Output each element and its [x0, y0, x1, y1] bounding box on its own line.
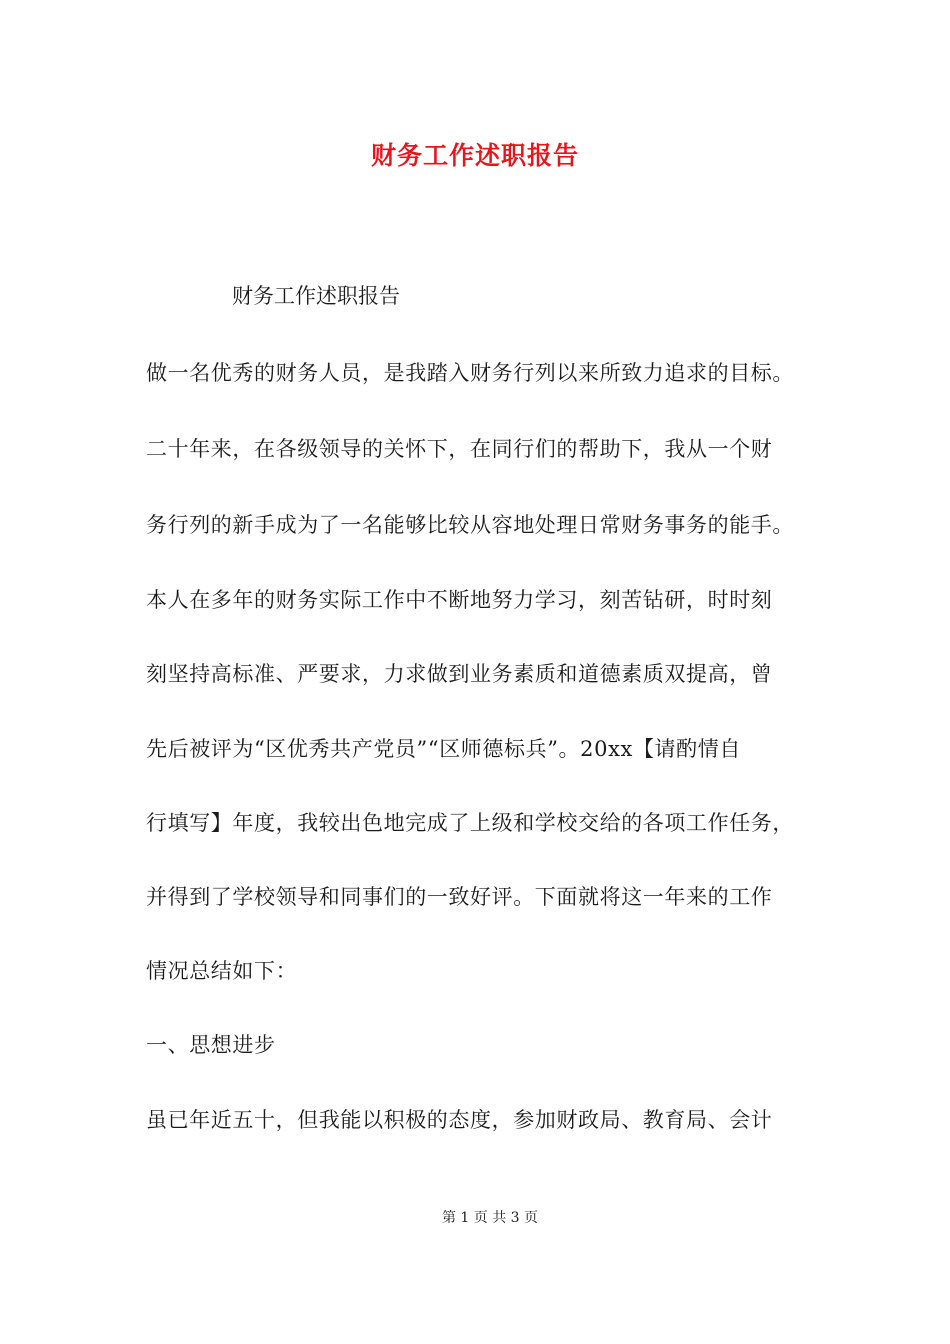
- body-line: 本人在多年的财务实际工作中不断地努力学习，刻苦钻研，时时刻: [146, 588, 773, 612]
- document-subtitle: 财务工作述职报告: [232, 284, 400, 308]
- body-line: 行填写】年度，我较出色地完成了上级和学校交给的各项工作任务，: [146, 811, 794, 835]
- body-line: 情况总结如下：: [146, 959, 298, 983]
- body-line: 刻坚持高标准、严要求，力求做到业务素质和道德素质双提高，曾: [146, 662, 773, 686]
- page-footer: 第 1 页 共 3 页: [441, 1210, 539, 1226]
- body-line: 务行列的新手成为了一名能够比较从容地处理日常财务事务的能手。: [146, 513, 794, 537]
- body-line: 二十年来，在各级领导的关怀下，在同行们的帮助下，我从一个财: [146, 437, 773, 461]
- body-line: 虽已年近五十，但我能以积极的态度，参加财政局、教育局、会计: [146, 1108, 773, 1132]
- body-line: 并得到了学校领导和同事们的一致好评。下面就将这一年来的工作: [146, 885, 773, 909]
- document-title: 财务工作述职报告: [370, 141, 579, 170]
- body-line: 先后被评为“区优秀共产党员”“区师德标兵”。20xx【请酌情自: [146, 737, 741, 761]
- body-line: 做一名优秀的财务人员，是我踏入财务行列以来所致力追求的目标。: [146, 361, 794, 385]
- section-heading: 一、思想进步: [146, 1033, 276, 1057]
